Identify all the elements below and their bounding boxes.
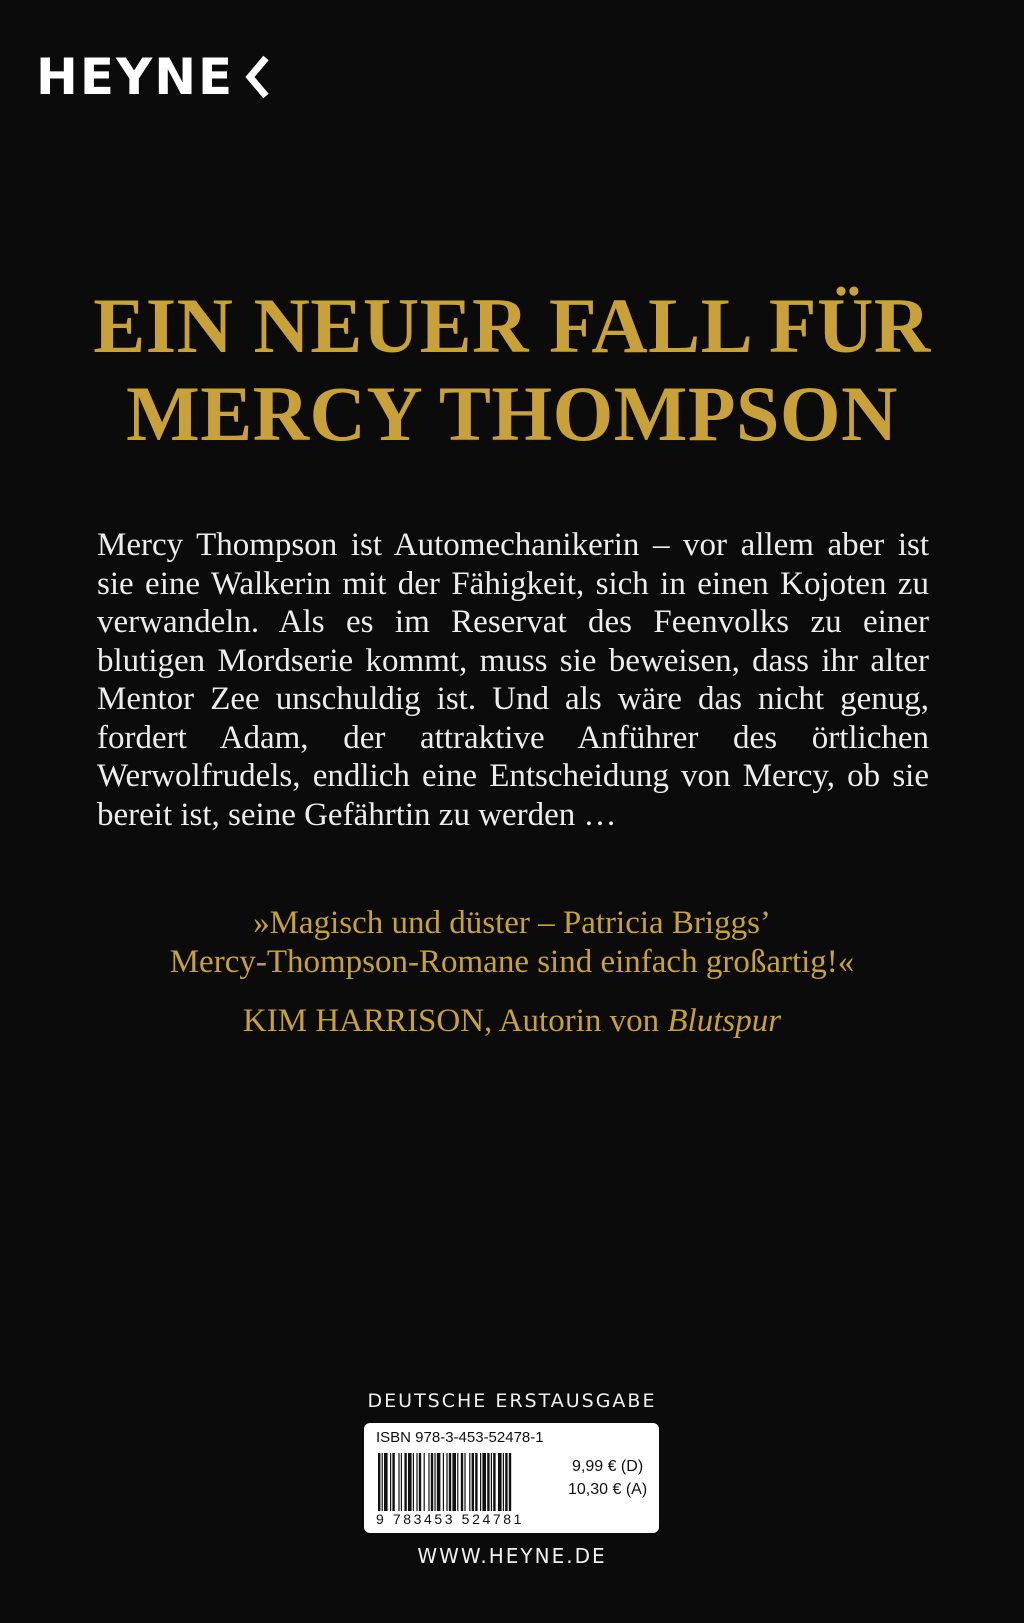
barcode-bar (493, 1453, 495, 1511)
barcode-bar (384, 1453, 388, 1511)
quote-attribution (0, 1002, 1024, 1041)
barcode-bar (416, 1453, 417, 1511)
barcode-bar (491, 1453, 492, 1511)
barcode-bar (452, 1453, 456, 1511)
publisher-logo (36, 48, 270, 106)
barcode-bar (482, 1453, 486, 1511)
isbn-text: ISBN 978-3-453-52478-1 (376, 1429, 544, 1446)
headline-line-1: EIN NEUER FALL FÜR (93, 282, 931, 369)
barcode-label (364, 1423, 659, 1533)
price-germany: 9,99 € (D) (572, 1458, 644, 1475)
quote-author: KIM HARRISON (242, 1003, 485, 1039)
barcode-bar (413, 1453, 414, 1511)
barcode-bar (437, 1453, 441, 1511)
chevron-left-icon (244, 54, 270, 100)
barcode-bar (498, 1453, 502, 1511)
barcode-bar (398, 1453, 399, 1511)
barcode-digits: 9 783453 524781 (376, 1511, 524, 1527)
barcode-bar (408, 1453, 412, 1511)
barcode-bar (469, 1453, 470, 1511)
barcode-bar (390, 1453, 391, 1511)
barcode-bar (401, 1453, 402, 1511)
publisher-name: HEYNE (36, 48, 235, 106)
barcode-bar (503, 1453, 504, 1511)
barcode-bar (404, 1453, 406, 1511)
quote-attribution-middle: , Autorin von (484, 1003, 668, 1039)
barcode-bar (419, 1453, 421, 1511)
barcode-bar (378, 1453, 380, 1511)
barcode-bar (464, 1453, 465, 1511)
blurb-text: Mercy Thompson ist Automechanikerin – vor allem aber ist sie eine Walkerin mit der Fähigkeit, sich in einen Kojoten zu verwandeln. Als es im Reservat des Feenvolks zu einer blutigen Mordserie kommt, muss sie beweisen, dass ihr alter Mentor Zee unschuldig ist. Und als wäre das nicht genug, fordert Adam, der attraktive Anführer des örtlichen Werwolfrudels, endlich eine Entscheidung von Mercy, ob sie bereit ist, seine Gefährtin zu werden … (97, 527, 929, 833)
barcode-bar (457, 1453, 458, 1511)
barcode-bar (424, 1453, 425, 1511)
headline-line-2: MERCY THOMPSON (126, 370, 898, 457)
barcode-bar (434, 1453, 435, 1511)
barcode-bar (382, 1453, 383, 1511)
barcode-graphic (376, 1453, 558, 1511)
barcode-bar (472, 1453, 474, 1511)
barcode-bar (446, 1453, 447, 1511)
barcode-bar (509, 1453, 511, 1511)
barcode-bar (461, 1453, 463, 1511)
barcode-bar (428, 1453, 429, 1511)
edition-label: DEUTSCHE ERSTAUSGABE (367, 1390, 657, 1412)
quote-line-2: Mercy-Thompson-Romane sind einfach großartig!« (169, 944, 855, 980)
barcode-bar (505, 1453, 507, 1511)
website-url: WWW.HEYNE.DE (417, 1544, 607, 1568)
quote-line-1: »Magisch und düster – Patricia Briggs’ (253, 905, 771, 941)
barcode-bar (431, 1453, 433, 1511)
barcode-bar (480, 1453, 481, 1511)
headline (0, 282, 1024, 458)
barcode-bar (392, 1453, 394, 1511)
price-austria: 10,30 € (A) (568, 1481, 648, 1498)
barcode-bar (475, 1453, 477, 1511)
barcode-bar (443, 1453, 444, 1511)
barcode-bar (449, 1453, 451, 1511)
review-quote (0, 904, 1024, 982)
barcode-bar (487, 1453, 489, 1511)
quote-book-title: Blutspur (667, 1003, 782, 1039)
